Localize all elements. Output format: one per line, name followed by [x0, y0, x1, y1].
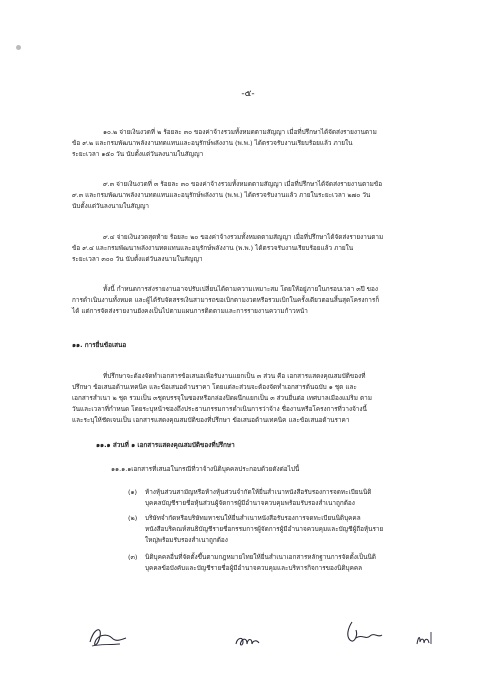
item-10-2-line-2: ข้อ ๙.๒ และกรมพัฒนาพลังงานทดแทนและอนุรักษ์พลังงาน (พ.พ.) ได้ตรวจรับงานเรียบร้อยแล้ว ภายใน — [72, 139, 353, 147]
signature-initials-2 — [233, 630, 263, 650]
item-10-4-line-2: ข้อ ๙.๔ และกรมพัฒนาพลังงานทดแทนและอนุรักษ์พลังงาน (พ.พ.) ได้ตรวจรับงานเรียบร้อยแล้ว ภายใน — [72, 244, 354, 252]
item-10-2-line-3: ระยะเวลา ๑๕๐ วัน นับตั้งแต่วันลงนามในสัญญา — [72, 150, 204, 158]
item-10-4-line-3: ระยะเวลา ๓๐๐ วัน นับตั้งแต่วันลงนามในสัญญา — [72, 255, 203, 263]
point-1-line-1: ห้างหุ้นส่วนสามัญหรือห้างหุ้นส่วนจำกัดให้ยื่นสำเนาหนังสือรับรองการจดทะเบียนนิติ — [145, 488, 372, 496]
section-11-line-3: เอกสารสำเนา ๒ ชุด รวมเป็น ๓ชุดบรรจุในซองหรือกล่องปิดผนึกแยกเป็น ๓ ส่วนยื่นต่อ เทศบาลเมืองแม่ริม ตาม — [72, 394, 372, 402]
item-10-4-line-1: ๙.๔ จ่ายเงินงวดสุดท้าย ร้อยละ ๒๐ ของค่าจ้างรวมทั้งหมดตามสัญญา เมื่อที่ปรึกษาได้จัดส่งรายงานตาม — [103, 233, 384, 241]
section-11-1-1-subheading: ๑๑.๑.๑เอกสารที่เสนอในกรณีที่วาจ้างนิติบุคคลประกอบด้วยดังต่อไปนี้ — [111, 465, 300, 473]
item-10-3-line-1: ๙.๓ จ่ายเงินงวดที่ ๓ ร้อยละ ๓๐ ของค่าจ้างรวมทั้งหมดตามสัญญา เมื่อที่ปรึกษาได้จัดส่งรายงานตามข้อ — [103, 180, 383, 188]
point-3-label: (๓) — [128, 553, 138, 561]
point-2-line-1: บริษัทจำกัดหรือบริษัทมหาชนให้ยื่นสำเนาหนังสือรับรองการจดทะเบียนนิติบุคคล — [145, 514, 361, 522]
punch-hole-mark — [16, 45, 21, 50]
signature-initials-4 — [414, 628, 436, 650]
item-10-3-line-3: นับตั้งแต่วันลงนามในสัญญา — [72, 202, 149, 210]
signature-initials-1 — [86, 622, 130, 652]
section-11-line-5: และระบุให้ชัดเจนเป็น เอกสารแสดงคุณสมบัติของที่ปรึกษา ข้อเสนอด้านเทคนิค และข้อเสนอด้านราคา — [72, 416, 350, 424]
point-2-line-3: ใหญ่พร้อมรับรองสำเนาถูกต้อง — [145, 536, 228, 544]
point-3-line-2: บุคคลข้อบังคับและบัญชีรายชื่อผู้มีอำนาจควบคุมและบริหารกิจการของนิติบุคคล — [145, 564, 363, 572]
section-11-line-4: วันและเวลาที่กำหนด โดยระบุหน้าซองถึงประธานกรรมการดำเนินการว่าจ้าง ชื่องานหรือโครงการที่วางจ้างนี้ — [72, 405, 367, 413]
section-11-heading: ๑๑. การยื่นข้อเสนอ — [72, 341, 127, 349]
signature-initials-3 — [338, 618, 386, 648]
point-1-line-2: บุคคลบัญชีรายชื่อหุ้นส่วนผู้จัดการผู้มีอำนาจควบคุมพร้อมรับรองสำเนาถูกต้อง — [145, 499, 355, 507]
page-number: -๕- — [241, 89, 255, 99]
point-3-line-1: นิติบุคคลอื่นที่จัดตั้งขึ้นตามกฎหมายไทยให้ยื่นสำเนาเอกสารหลักฐานการจัดตั้งเป็นนิติ — [145, 553, 376, 561]
point-1-label: (๑) — [128, 488, 138, 496]
point-2-line-2: หนังสือบริคณห์สนธิบัญชีรายชื่อกรรมการผู้จัดการผู้มีอำนาจควบคุมและบัญชีผู้ถือหุ้นราย — [145, 525, 384, 533]
note-line-1: ทั้งนี้ กำหนดการส่งรายงานอาจปรับเปลี่ยนได้ตามความเหมาะสม โดยให้อยู่ภายในกรอบเวลา ๓ปี ของ — [103, 285, 378, 293]
note-line-2: การดำเนินงานทั้งหมด และผู้ได้รับจัดสรรเงินสามารถขอเบิกตามงวดหรือรวมเบิกในครั้งเดียวตอนสิ้นสุดโครงการก็ — [72, 296, 380, 304]
item-10-2-line-1: ๑๐.๒ จ่ายเงินงวดที่ ๒ ร้อยละ ๓๐ ของค่าจ้างรวมทั้งหมดตามสัญญา เมื่อที่ปรึกษาได้จัดส่งรายงานตาม — [103, 128, 377, 136]
item-10-3-line-2: ๙.๓ และกรมพัฒนาพลังงานทดแทนและอนุรักษ์พลังงาน (พ.พ.) ได้ตรวจรับงานแล้ว ภายในระยะเวลา ๒๗๐ วัน — [72, 191, 371, 199]
note-line-3: ได้ แต่การจัดส่งรายงานยังคงเป็นไปตามแผนการติดตามและการรายงานความก้าวหน้า — [72, 307, 308, 315]
point-2-label: (๒) — [128, 514, 138, 522]
section-11-line-1: ที่ปรึกษาจะต้องจัดทำเอกสารข้อเสนอเพื่อรับงานแยกเป็น ๓ ส่วน คือ เอกสารแสดงคุณสมบัติของที่ — [103, 372, 366, 380]
section-11-1-heading: ๑๑.๑ ส่วนที่ ๑ เอกสารแสดงคุณสมบัติของที่ปรึกษา — [96, 441, 235, 449]
section-11-line-2: ปรึกษา ข้อเสนอด้านเทคนิค และข้อเสนอด้านราคา โดยแต่ละส่วนจะต้องจัดทำเอกสารต้นฉบับ ๑ ชุด และ — [72, 383, 357, 391]
